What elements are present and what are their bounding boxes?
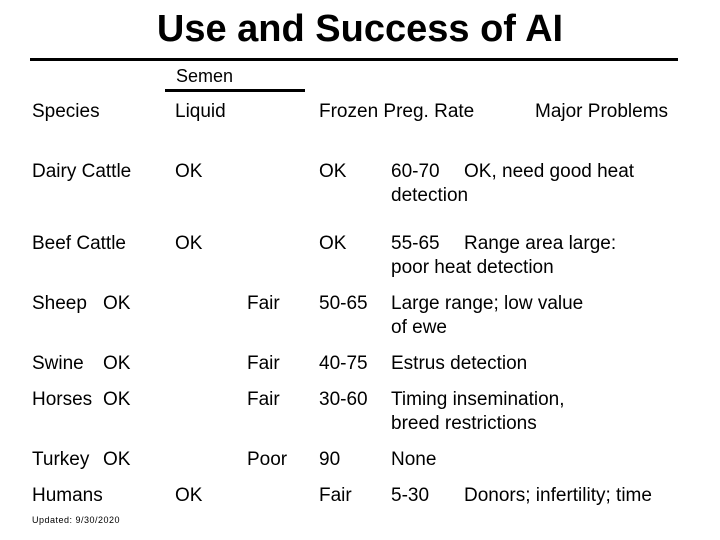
row-dairy-problem: OK, need good heat xyxy=(464,161,635,182)
row-sheep-problem: Large range; low value xyxy=(391,293,584,314)
row-humans-frozen: Fair xyxy=(319,485,352,506)
row-sheep-rate: 50-65 xyxy=(319,293,368,314)
row-swine-frozen: Fair xyxy=(247,353,280,374)
row-turkey-frozen: Poor xyxy=(247,449,288,470)
row-horses-frozen: Fair xyxy=(247,389,280,410)
row-dairy-frozen: OK xyxy=(319,161,347,182)
row-beef-rate: 55-65 xyxy=(391,233,440,254)
row-sheep-problem-cont: of ewe xyxy=(391,317,447,338)
semen-group-label: Semen xyxy=(176,66,234,86)
row-horses-species: Horses xyxy=(32,389,93,410)
updated-date: Updated: 9/30/2020 xyxy=(32,515,121,525)
row-dairy-liquid: OK xyxy=(175,161,203,182)
row-beef-frozen: OK xyxy=(319,233,347,254)
row-horses-rate: 30-60 xyxy=(319,389,368,410)
row-sheep-species: Sheep xyxy=(32,293,87,314)
slide-title: Use and Success of AI xyxy=(156,8,564,50)
row-swine-rate: 40-75 xyxy=(319,353,368,374)
row-beef-liquid: OK xyxy=(175,233,203,254)
row-swine-problem: Estrus detection xyxy=(391,353,528,374)
semen-divider xyxy=(165,89,305,92)
header-species: Species xyxy=(32,101,100,122)
row-turkey-rate: 90 xyxy=(319,449,341,470)
title-divider xyxy=(30,58,678,61)
row-swine-species: Swine xyxy=(32,353,84,374)
row-horses-liquid: OK xyxy=(103,389,131,410)
row-humans-species: Humans xyxy=(32,485,103,506)
row-turkey-liquid: OK xyxy=(103,449,131,470)
row-turkey-problem: None xyxy=(391,449,437,470)
row-turkey-species: Turkey xyxy=(32,449,90,470)
header-liquid: Liquid xyxy=(175,101,226,122)
row-horses-problem: Timing insemination, xyxy=(391,389,565,410)
row-beef-problem: Range area large: xyxy=(464,233,617,254)
header-frozen-preg-rate: Frozen Preg. Rate xyxy=(319,101,475,122)
row-humans-liquid: OK xyxy=(175,485,203,506)
row-horses-problem-cont: breed restrictions xyxy=(391,413,537,434)
row-dairy-species: Dairy Cattle xyxy=(32,161,132,182)
row-dairy-problem-cont: detection xyxy=(391,185,469,206)
header-major-problems: Major Problems xyxy=(535,101,669,122)
row-beef-problem-cont: poor heat detection xyxy=(391,257,554,278)
row-swine-liquid: OK xyxy=(103,353,131,374)
row-humans-rate: 5-30 xyxy=(391,485,430,506)
row-humans-problem: Donors; infertility; time xyxy=(464,485,652,506)
row-sheep-liquid: OK xyxy=(103,293,131,314)
row-dairy-rate: 60-70 xyxy=(391,161,440,182)
row-beef-species: Beef Cattle xyxy=(32,233,126,254)
row-sheep-frozen: Fair xyxy=(247,293,280,314)
